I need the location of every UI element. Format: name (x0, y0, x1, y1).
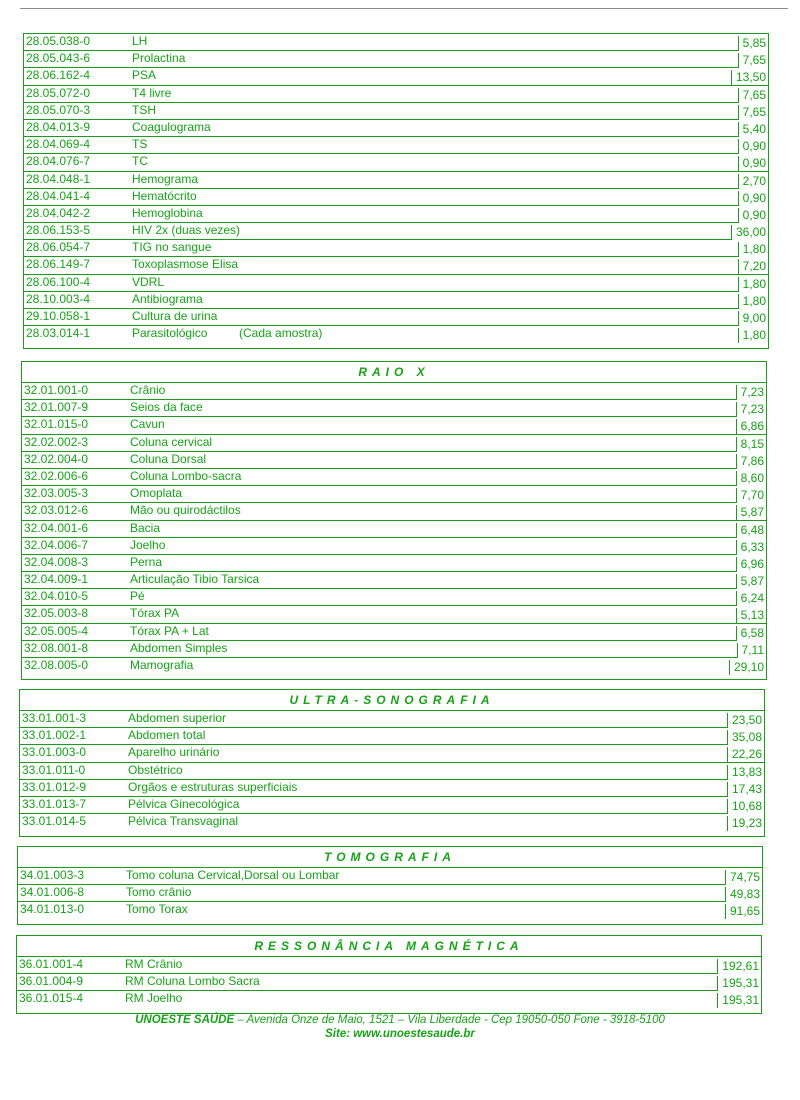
procedure-code: 36.01.001-4 (19, 957, 84, 971)
procedure-name: TIG no sangue (132, 240, 212, 255)
procedure-price: 5,85 (738, 36, 768, 51)
procedure-code: 33.01.001-3 (22, 711, 87, 725)
table-row (24, 189, 768, 206)
footer-site: Site: www.unoestesaude.br (325, 1028, 475, 1040)
table-row (22, 658, 766, 675)
table-row (17, 991, 761, 1008)
table-row (17, 974, 761, 991)
procedure-code: 28.04.013-9 (26, 119, 91, 134)
procedure-code: 33.01.002-1 (22, 728, 87, 743)
table-row (22, 435, 766, 452)
procedure-name: Mamografia (130, 658, 194, 672)
procedure-price: 35,08 (727, 730, 764, 745)
procedure-price: 17,43 (727, 782, 764, 797)
procedure-code: 28.05.072-0 (26, 85, 91, 100)
procedure-name: TC (132, 154, 148, 169)
table-row (20, 814, 764, 831)
procedure-price: 6,58 (736, 626, 766, 641)
procedure-name: Coagulograma (132, 119, 211, 134)
section-title: ULTRA-SONOGRAFIA (20, 690, 764, 711)
procedure-price: 19,23 (727, 816, 764, 831)
procedure-code: 32.05.003-8 (24, 606, 89, 621)
procedure-price: 29,10 (729, 660, 766, 675)
procedure-code: 28.04.041-4 (26, 188, 91, 203)
procedure-price: 9,00 (738, 311, 768, 326)
top-rule (20, 8, 788, 9)
procedure-price: 10,68 (727, 799, 764, 814)
procedure-name: Antibiograma (132, 291, 203, 306)
procedure-code: 28.06.149-7 (26, 257, 91, 272)
section-ressonancia-magnetica (16, 935, 762, 1014)
procedure-price: 6,33 (736, 540, 766, 555)
procedure-code: 32.04.009-1 (24, 572, 89, 587)
table-row (17, 957, 761, 974)
table-row (22, 503, 766, 520)
table-row (24, 137, 768, 154)
procedure-code: 36.01.015-4 (19, 991, 84, 1006)
procedure-name: Tórax PA (130, 606, 180, 621)
procedure-name: Cavun (130, 417, 165, 432)
procedure-price: 23,50 (727, 713, 764, 728)
procedure-name: Coluna cervical (130, 434, 213, 449)
procedure-price: 8,60 (736, 471, 766, 486)
procedure-price: 0,90 (738, 191, 768, 206)
table-row (22, 400, 766, 417)
procedure-name: Joelho (130, 537, 166, 552)
procedure-price: 6,24 (736, 591, 766, 606)
table-row (20, 728, 764, 745)
procedure-code: 32.04.010-5 (24, 589, 89, 604)
procedure-code: 32.03.012-6 (24, 503, 89, 518)
table-row (22, 417, 766, 434)
procedure-name: LH (132, 34, 148, 48)
procedure-price: 6,86 (736, 419, 766, 434)
procedure-name: PSA (132, 68, 157, 83)
table-row (24, 103, 768, 120)
procedure-code: 29.10.058-1 (26, 309, 91, 323)
footer-site-line (0, 1028, 800, 1040)
procedure-name: Prolactina (132, 51, 186, 66)
table-row (18, 902, 762, 919)
table-row (24, 309, 768, 326)
procedure-code: 28.05.070-3 (26, 102, 91, 117)
procedure-name: RM Crânio (125, 957, 183, 971)
procedure-code: 32.01.007-9 (24, 400, 89, 415)
procedure-code: 28.06.162-4 (26, 68, 91, 83)
procedure-price: 195,31 (717, 993, 761, 1008)
procedure-name: Hemoglobina (132, 205, 203, 220)
procedure-name: Crânio (130, 383, 166, 397)
procedure-name: Abdomen total (128, 728, 206, 743)
procedure-name: Coluna Dorsal (130, 451, 207, 466)
procedure-code: 32.04.008-3 (24, 554, 89, 569)
table-row (22, 521, 766, 538)
procedure-price: 7,65 (738, 88, 768, 103)
procedure-note: (Cada amostra) (239, 326, 323, 341)
procedure-price: 7,20 (738, 259, 768, 274)
procedure-code: 32.08.001-8 (24, 640, 89, 655)
procedure-price: 49,83 (725, 887, 762, 902)
procedure-code: 32.01.015-0 (24, 417, 89, 432)
table-row (20, 711, 764, 728)
procedure-code: 28.04.042-2 (26, 205, 91, 220)
procedure-price: 2,70 (738, 174, 768, 189)
procedure-code: 34.01.013-0 (20, 902, 85, 917)
table-row (18, 885, 762, 902)
procedure-code: 32.03.005-3 (24, 486, 89, 501)
procedure-code: 28.05.043-6 (26, 51, 91, 66)
procedure-name: Obstétrico (128, 762, 183, 777)
table-row (24, 172, 768, 189)
footer-brand: UNOESTE SAÚDE (135, 1014, 235, 1026)
table-row (24, 240, 768, 257)
table-row (20, 797, 764, 814)
procedure-name: RM Coluna Lombo Sacra (125, 974, 260, 989)
procedure-code: 28.06.054-7 (26, 240, 91, 255)
procedure-code: 28.05.038-0 (26, 34, 91, 48)
table-row (24, 326, 768, 343)
table-row (22, 469, 766, 486)
procedure-name: Tórax PA + Lat (130, 623, 209, 638)
table-row (24, 154, 768, 171)
section-title: RESSONÂNCIA MAGNÉTICA (17, 936, 761, 957)
procedure-name: T4 livre (132, 85, 172, 100)
table-row (22, 624, 766, 641)
procedure-code: 33.01.012-9 (22, 779, 87, 794)
table-row (24, 223, 768, 240)
table-row (20, 763, 764, 780)
procedure-code: 28.03.014-1 (26, 326, 91, 341)
procedure-code: 28.04.076-7 (26, 154, 91, 169)
procedure-price: 0,90 (738, 139, 768, 154)
procedure-code: 28.04.069-4 (26, 137, 91, 152)
section-raio-x (21, 361, 767, 680)
procedure-code: 28.10.003-4 (26, 291, 91, 306)
procedure-code: 32.02.006-6 (24, 468, 89, 483)
table-row (20, 780, 764, 797)
table-row (24, 257, 768, 274)
procedure-name: Tomo coluna Cervical,Dorsal ou Lombar (126, 868, 340, 882)
section-title: TOMOGRAFIA (18, 847, 762, 868)
procedure-name: Coluna Lombo-sacra (130, 468, 242, 483)
table-row (24, 275, 768, 292)
procedure-price: 1,80 (738, 294, 768, 309)
procedure-code: 28.06.100-4 (26, 274, 91, 289)
procedure-price: 7,70 (736, 488, 766, 503)
procedure-name: Aparelho urinário (128, 745, 220, 760)
procedure-code: 32.02.004-0 (24, 451, 89, 466)
procedure-code: 33.01.013-7 (22, 796, 87, 811)
procedure-name: Bacia (130, 520, 161, 535)
table-row (20, 745, 764, 762)
procedure-price: 7,65 (738, 105, 768, 120)
procedure-name: RM Joelho (125, 991, 183, 1006)
procedure-price: 91,65 (725, 904, 762, 919)
procedure-name: Cultura de urina (132, 309, 218, 323)
procedure-code: 33.01.003-0 (22, 745, 87, 760)
procedure-name: HIV 2x (duas vezes) (132, 223, 241, 238)
footer-address-line (0, 1014, 800, 1026)
table-row (24, 120, 768, 137)
procedure-name: Pélvica Transvaginal (128, 814, 239, 829)
procedure-name: TSH (132, 102, 156, 117)
procedure-price: 5,87 (736, 574, 766, 589)
procedure-price: 74,75 (725, 870, 762, 885)
procedure-price: 1,80 (738, 242, 768, 257)
procedure-price: 195,31 (717, 976, 761, 991)
table-row (22, 383, 766, 400)
procedure-code: 32.04.001-6 (24, 520, 89, 535)
procedure-name: Toxoplasmose Elisa (132, 257, 239, 272)
procedure-price: 13,50 (731, 70, 768, 85)
procedure-name: Omoplata (130, 486, 183, 501)
section-ultra-sonografia (19, 689, 765, 837)
procedure-code: 33.01.011-0 (22, 762, 86, 777)
procedure-code: 32.01.001-0 (24, 383, 89, 397)
procedure-price: 7,23 (736, 402, 766, 417)
procedure-name: Orgãos e estruturas superficiais (128, 779, 298, 794)
procedure-code: 36.01.004-9 (19, 974, 84, 989)
table-row (22, 589, 766, 606)
table-row (24, 68, 768, 85)
table-row (22, 538, 766, 555)
table-row (24, 51, 768, 68)
procedure-price: 6,48 (736, 523, 766, 538)
procedure-name: Mão ou quirodáctilos (130, 503, 241, 518)
procedure-price: 5,40 (738, 122, 768, 137)
table-row (18, 868, 762, 885)
table-row (22, 486, 766, 503)
procedure-code: 32.02.002-3 (24, 434, 89, 449)
procedure-price: 5,87 (736, 505, 766, 520)
table-row (24, 292, 768, 309)
procedure-name: Articulação Tibio Tarsica (130, 572, 260, 587)
section-title: RAIO X (22, 362, 766, 383)
procedure-name: TS (132, 137, 148, 152)
procedure-name: Pé (130, 589, 145, 604)
procedure-price: 7,23 (736, 385, 766, 400)
procedure-price: 1,80 (738, 277, 768, 292)
procedure-name: Pélvica Ginecológica (128, 796, 240, 811)
procedure-name: Hemograma (132, 171, 199, 186)
footer-address: – Avenida Onze de Maio, 1521 – Vila Liberdade - Cep 19050-050 Fone - 3918-5100 (237, 1014, 665, 1026)
procedure-code: 28.04.048-1 (26, 171, 91, 186)
procedure-name: VDRL (132, 274, 165, 289)
procedure-code: 32.04.006-7 (24, 537, 89, 552)
table-row (24, 206, 768, 223)
procedure-price: 13,83 (727, 765, 764, 780)
procedure-price: 36,00 (731, 225, 768, 240)
table-row (24, 34, 768, 51)
procedure-price: 8,15 (736, 437, 766, 452)
procedure-price: 7,11 (737, 643, 766, 658)
procedure-code: 34.01.003-3 (20, 868, 85, 882)
table-row (24, 86, 768, 103)
procedure-name: Tomo crânio (126, 885, 192, 900)
section-tomografia (17, 846, 763, 925)
procedure-name: Abdomen superior (128, 711, 227, 725)
procedure-name: Tomo Torax (126, 902, 188, 917)
procedure-name: Hematócrito (132, 188, 197, 203)
section-lab-exams (23, 33, 769, 349)
procedure-name: Perna (130, 554, 163, 569)
procedure-price: 1,80 (738, 328, 768, 343)
procedure-price: 192,61 (717, 959, 761, 974)
procedure-name: Parasitológico (132, 326, 208, 341)
procedure-price: 0,90 (738, 156, 768, 171)
table-row (22, 606, 766, 623)
table-row (22, 452, 766, 469)
procedure-name: Seios da face (130, 400, 203, 415)
procedure-code: 28.06.153-5 (26, 223, 91, 238)
procedure-name: Abdomen Simples (130, 640, 228, 655)
table-row (22, 555, 766, 572)
procedure-price: 0,90 (738, 208, 768, 223)
procedure-code: 32.05.005-4 (24, 623, 89, 638)
procedure-price: 5,13 (736, 608, 766, 623)
procedure-code: 32.08.005-0 (24, 658, 89, 672)
procedure-price: 7,86 (736, 454, 766, 469)
table-row (22, 572, 766, 589)
procedure-price: 7,65 (738, 53, 768, 68)
procedure-price: 22,26 (727, 747, 764, 762)
procedure-code: 33.01.014-5 (22, 814, 87, 829)
table-row (22, 641, 766, 658)
procedure-price: 6,96 (736, 557, 766, 572)
procedure-code: 34.01.006-8 (20, 885, 85, 900)
